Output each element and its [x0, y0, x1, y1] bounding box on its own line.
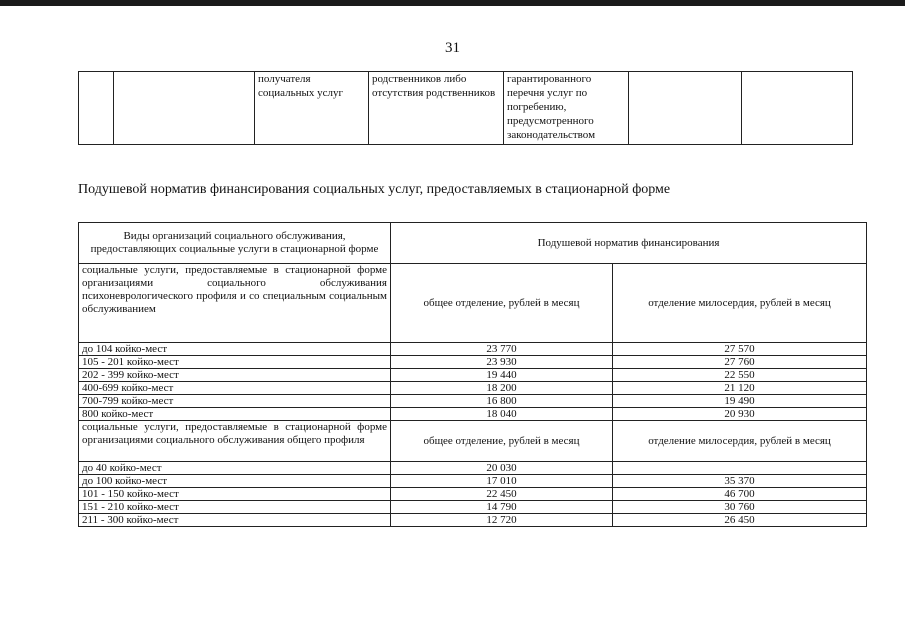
row-label: до 104 койко-мест	[79, 343, 391, 356]
col-mercy-header: отделение милосердия, рублей в месяц	[613, 264, 867, 343]
row-label: 211 - 300 койко-мест	[79, 514, 391, 527]
table-row	[79, 408, 867, 421]
row-mercy-value: 22 550	[613, 369, 867, 382]
row-label: 151 - 210 койко-мест	[79, 501, 391, 514]
group-label: социальные услуги, предоставляемые в стационарной форме организациями социального обслуживания психоневрологического профиля и со специальным социальным обслуживанием	[79, 264, 391, 343]
header-norm: Подушевой норматив финансирования	[391, 223, 867, 264]
funding-table	[78, 222, 867, 527]
col-general-header: общее отделение, рублей в месяц	[391, 421, 613, 462]
table-header-row	[79, 223, 867, 264]
row-mercy-value: 19 490	[613, 395, 867, 408]
table-row	[79, 501, 867, 514]
cont-cell-4: родственников либо отсутствия родственников	[369, 72, 504, 145]
table-row	[79, 475, 867, 488]
col-general-header: общее отделение, рублей в месяц	[391, 264, 613, 343]
row-general-value: 18 200	[391, 382, 613, 395]
row-general-value: 23 930	[391, 356, 613, 369]
col-mercy-header: отделение милосердия, рублей в месяц	[613, 421, 867, 462]
table-row	[79, 514, 867, 527]
row-label: 700-799 койко-мест	[79, 395, 391, 408]
row-general-value: 23 770	[391, 343, 613, 356]
row-general-value: 16 800	[391, 395, 613, 408]
row-mercy-value: 27 760	[613, 356, 867, 369]
row-mercy-value: 26 450	[613, 514, 867, 527]
group-header-row	[79, 421, 867, 462]
table-row	[79, 369, 867, 382]
row-general-value: 12 720	[391, 514, 613, 527]
row-general-value: 20 030	[391, 462, 613, 475]
row-mercy-value: 46 700	[613, 488, 867, 501]
row-label: 800 койко-мест	[79, 408, 391, 421]
continuation-table	[78, 71, 853, 145]
row-label: до 100 койко-мест	[79, 475, 391, 488]
row-label: 101 - 150 койко-мест	[79, 488, 391, 501]
row-general-value: 17 010	[391, 475, 613, 488]
row-mercy-value: 20 930	[613, 408, 867, 421]
cont-cell-5: гарантированного перечня услуг по погребению, предусмотренного законодательством	[504, 72, 629, 145]
table-row	[79, 356, 867, 369]
row-general-value: 19 440	[391, 369, 613, 382]
table-row	[79, 462, 867, 475]
row-label: 202 - 399 койко-мест	[79, 369, 391, 382]
cont-cell-2	[114, 72, 255, 145]
table-row	[79, 343, 867, 356]
row-mercy-value: 21 120	[613, 382, 867, 395]
table-row	[79, 488, 867, 501]
group-label: социальные услуги, предоставляемые в стационарной форме организациями социального обслуживания общего профиля	[79, 421, 391, 462]
section-title: Подушевой норматив финансирования социальных услуг, предоставляемых в стационарной форме	[78, 182, 671, 197]
table-row	[79, 395, 867, 408]
page-number: 31	[445, 40, 460, 56]
row-label: 400-699 койко-мест	[79, 382, 391, 395]
row-label: до 40 койко-мест	[79, 462, 391, 475]
row-general-value: 14 790	[391, 501, 613, 514]
row-mercy-value: 35 370	[613, 475, 867, 488]
page-top-border	[0, 0, 905, 6]
row-label: 105 - 201 койко-мест	[79, 356, 391, 369]
row-mercy-value	[613, 462, 867, 475]
row-general-value: 22 450	[391, 488, 613, 501]
row-mercy-value: 30 760	[613, 501, 867, 514]
header-org-types: Виды организаций социального обслуживания, предоставляющих социальные услуги в стационарной форме	[79, 223, 391, 264]
row-general-value: 18 040	[391, 408, 613, 421]
table-row	[79, 382, 867, 395]
group-header-row	[79, 264, 867, 343]
cont-cell-3: получателя социальных услуг	[255, 72, 369, 145]
row-mercy-value: 27 570	[613, 343, 867, 356]
cont-cell-7	[742, 72, 853, 145]
cont-cell-6	[629, 72, 742, 145]
cont-cell-1	[79, 72, 114, 145]
continuation-row	[79, 72, 853, 145]
